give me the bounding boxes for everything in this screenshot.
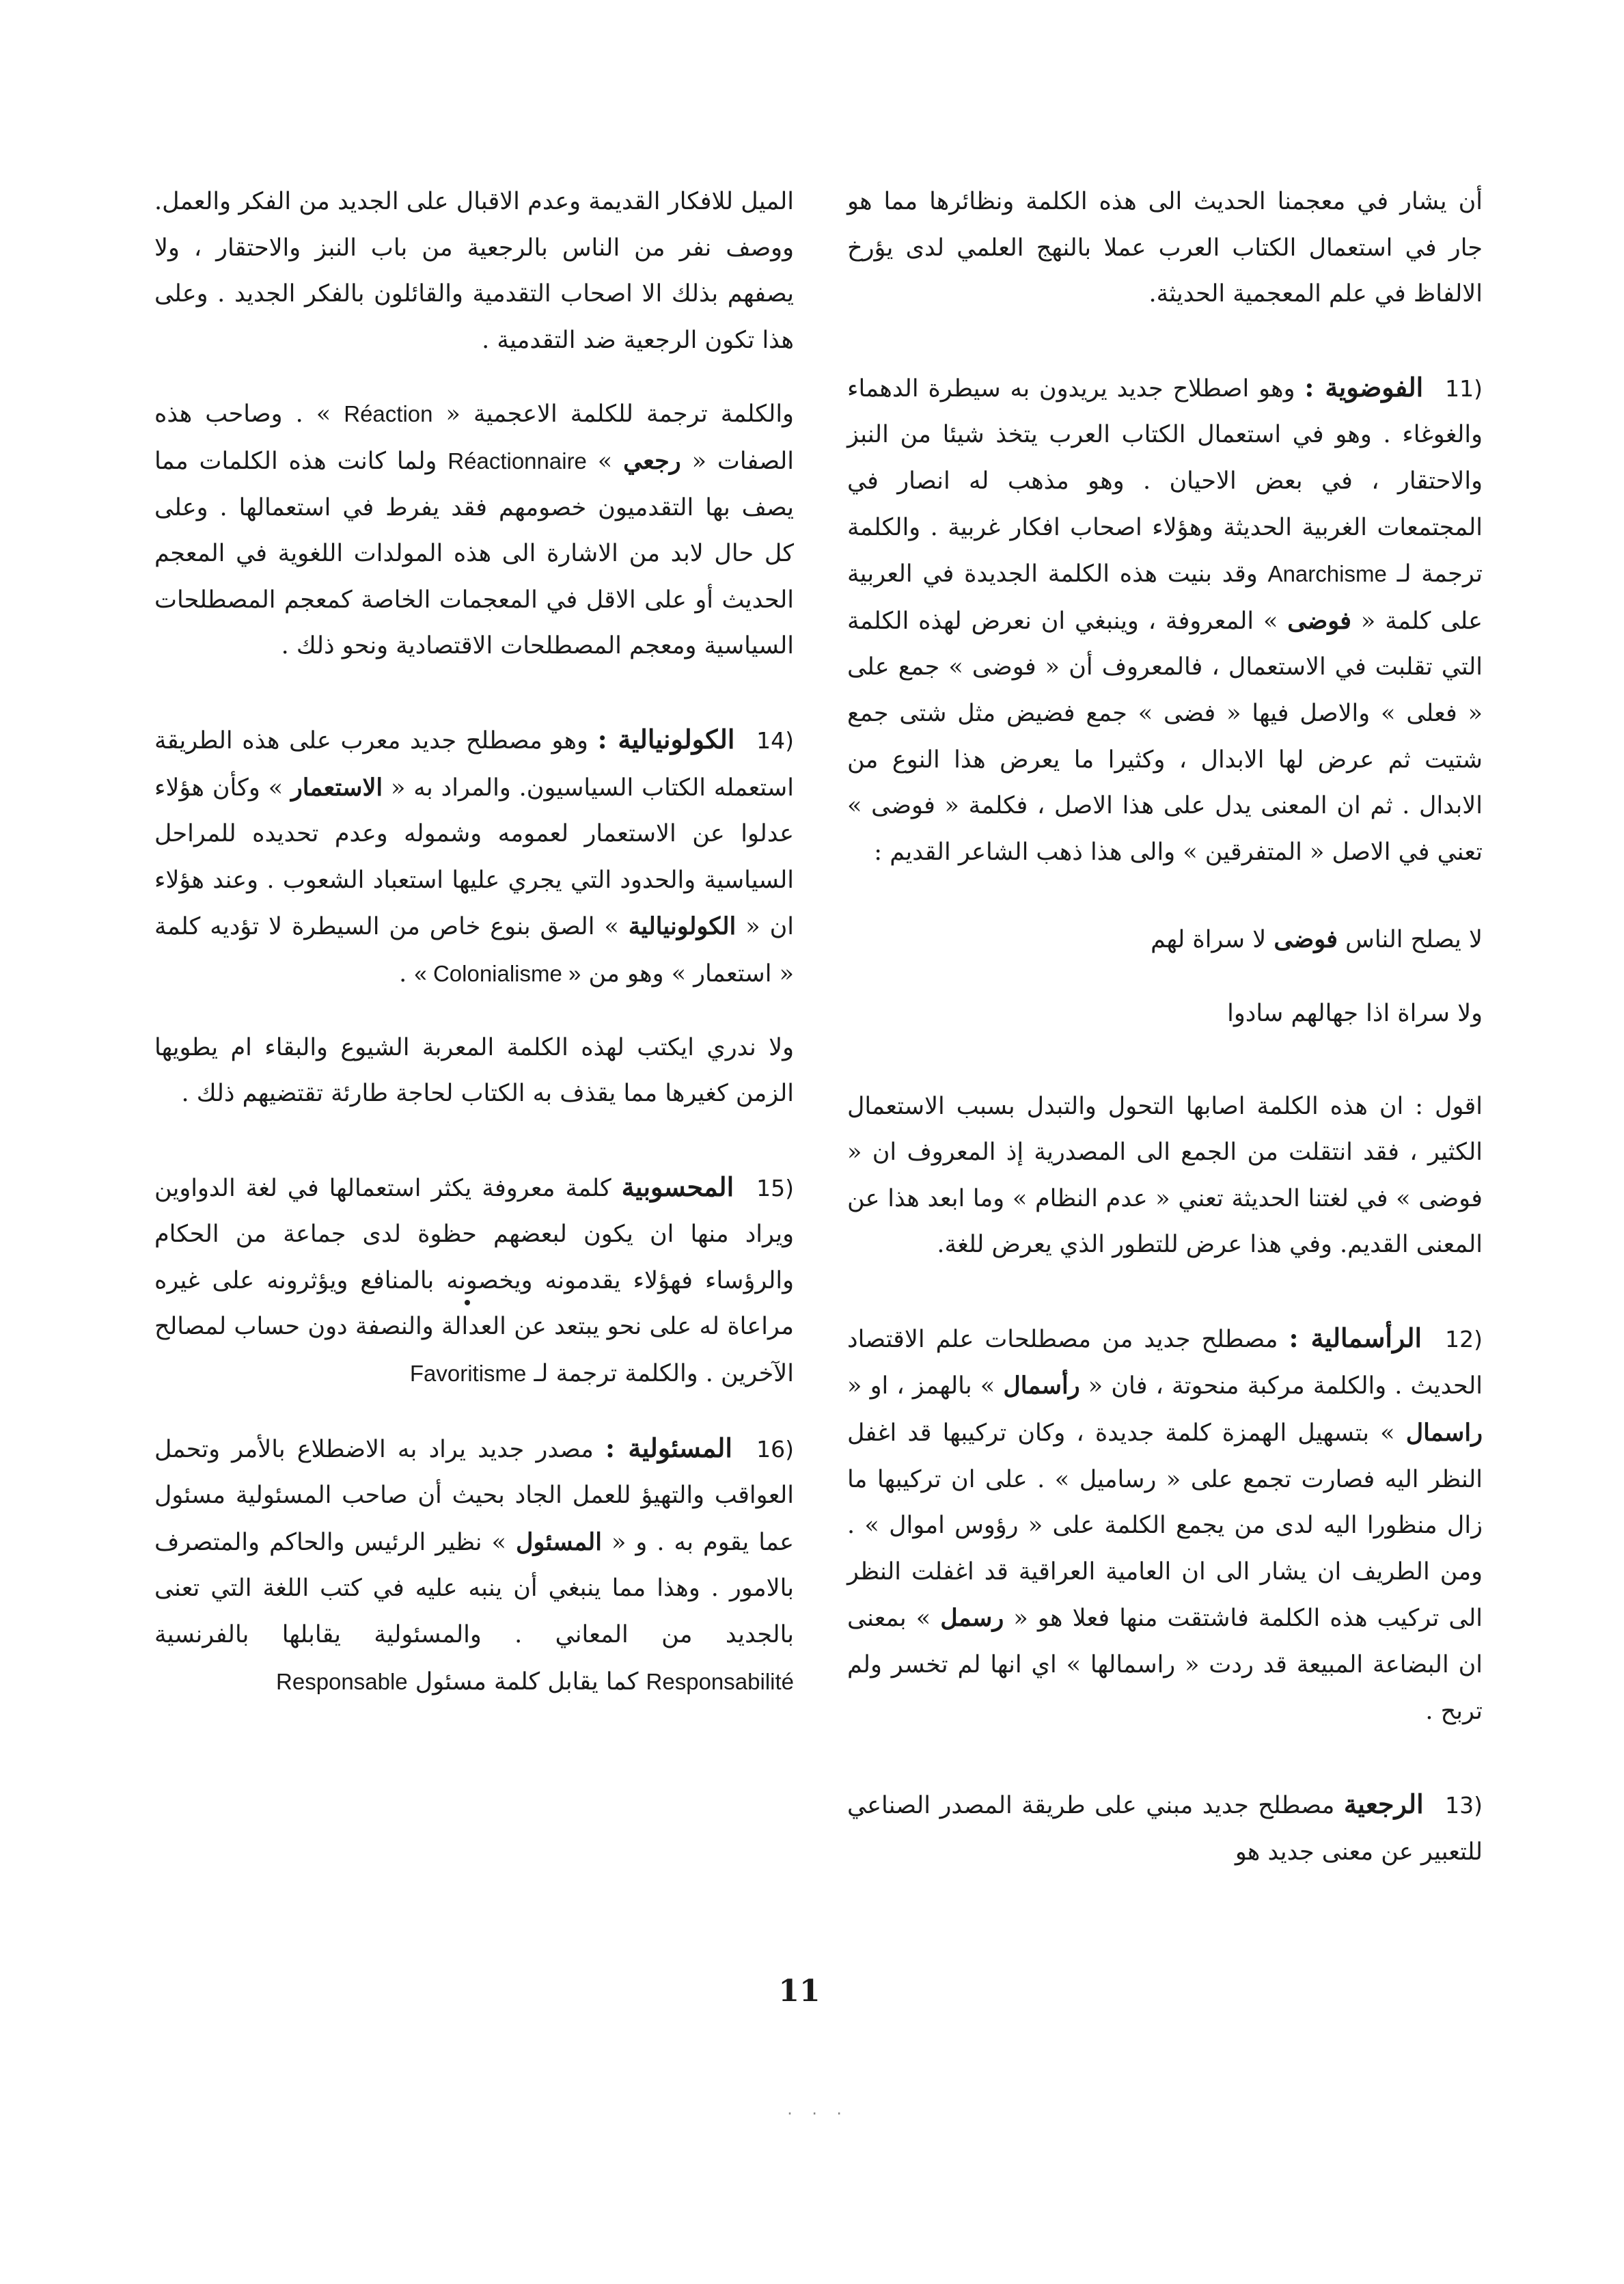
entry-text: كما يقابل كلمة مسئول: [415, 1668, 639, 1696]
entry-term: المحسوبية: [621, 1171, 734, 1202]
latin-term: « Colonialisme »: [414, 960, 581, 986]
verse-bold-word: فوضى: [1274, 925, 1338, 954]
poem-verse-1: [847, 916, 1483, 964]
entry-text: وهو اصطلاح جديد يريدون به سيطرة الدهماء والغوغاء . وهو في استعمال الكتاب العرب يتخذ شيئا من النبز والاحتقار ، في بعض الاحيان . وهو مذهب له انصار في المجتمعات الغربية الحديثة وهؤلاء اصحاب افكار غربية . والكلمة ترجمة لـ: [847, 375, 1483, 588]
entry-text: مصطلح جديد مبني على طريقة المصدر الصناعي للتعبير عن معنى جديد هو: [847, 1792, 1483, 1866]
entry-12: [847, 1315, 1483, 1735]
intro-paragraph: أن يشار في معجمنا الحديث الى هذه الكلمة ونظائرها مما هو جار في استعمال الكتاب العرب عملا بالنهج العلمي لدى يؤرخ الالفاظ في علم المعجمية الحديثة.: [847, 188, 1483, 308]
right-column: [847, 179, 1483, 1875]
bold-word: راسمال: [1405, 1419, 1483, 1447]
entry-term: الرأسمالية :: [1289, 1322, 1422, 1353]
entry-text: » بتسهيل الهمزة كلمة جديدة ، وكان تركيبها قد اغفل النظر اليه فصارت تجمع على « رساميل » . على ان تركيبها ما زال منظورا اليه لدى من يجمع الكلمة على « رؤوس اموال » . ومن الطريف ان يشار الى ان العامية العراقية قد اغفلت النظر الى تركيب هذه الكلمة فاشتقت منها فعلا هو «: [847, 1419, 1483, 1633]
entry-number: 13): [1445, 1792, 1483, 1819]
entry-term: الرجعية: [1343, 1789, 1424, 1820]
latin-term: Réactionnaire: [448, 448, 587, 474]
entry-text: والكلمة ترجمة للكلمة الاعجمية «: [445, 400, 794, 429]
entry-number: 16): [756, 1435, 794, 1463]
entry-text: »: [597, 447, 613, 475]
poem-verse-2: ولا سراة اذا جهالهم سادوا: [1227, 999, 1483, 1027]
entry-text: ولما كانت هذه الكلمات مما يصف بها التقدميون خصومهم فقد يفرط في استعمالها . وعلى كل حال لابد من الاشارة الى هذه المولدات اللغوية في المعجم الحديث أو على الاقل في المعجمات الخاصة كمعجم المصطلحات السياسية ومعجم المصطلحات الاقتصادية ونحو ذلك .: [154, 447, 794, 660]
entry-text: مصدر جديد يراد به الاضطلاع بالأمر وتحمل العواقب والتهيؤ للعمل الجاد بحيث أن صاحب المسئولية مسئول عما يقوم به . و «: [154, 1435, 794, 1556]
verse-text: لا سراة لهم: [1151, 926, 1267, 954]
bold-word: رجعي: [623, 446, 681, 475]
entry-number: 11): [1445, 375, 1483, 402]
entry-term: الكولونيالية :: [597, 723, 735, 754]
entry-16: [154, 1425, 794, 1706]
bold-word: فوضى: [1287, 606, 1352, 635]
bold-word: الاستعمار: [290, 773, 383, 802]
entry-term: الفوضوية :: [1304, 371, 1424, 403]
entry-text: » بمعنى ان البضاعة المبيعة قد ردت « راسمالها » اي انها لم تخسر ولم تربح .: [847, 1605, 1483, 1725]
entry-11: [847, 364, 1483, 876]
latin-term: Responsable: [276, 1668, 408, 1694]
entry-text: مصطلح جديد من مصطلحات علم الاقتصاد الحديث . والكلمة مركبة منحوتة ، فان «: [847, 1325, 1483, 1400]
verse-text: لا يصلح الناس: [1345, 926, 1483, 954]
entry-13: [847, 1781, 1483, 1875]
left-column: [154, 179, 794, 1705]
entry-text: » الصق بنوع خاص من السيطرة لا تؤديه كلمة « استعمار » وهو من: [154, 913, 794, 988]
bold-word: رسمل: [940, 1604, 1004, 1633]
latin-term: Réaction: [344, 401, 433, 427]
entry-text: وصاحب هذه الصفات «: [154, 400, 794, 475]
aqul-paragraph: اقول : ان هذه الكلمة اصابها التحول والتبدل بسبب الاستعمال الكثير ، فقد انتقلت من الجمع الى المصدرية إذ المعروف ان « فوضى » في لغتنا الحديثة تعني « عدم النظام » وما ابعد هذا عن المعنى القديم. وفي هذا عرض للتطور الذي يعرض للغة.: [847, 1092, 1483, 1259]
entry-text: » وكأن هؤلاء عدلوا عن الاستعمار لعمومه وشموله وعدم تحديده للمراحل السياسية والحدود التي يجري عليها استعباد الشعوب . وعند هؤلاء ان «: [154, 774, 795, 941]
entry-15: [154, 1164, 794, 1398]
entry-number: 14): [756, 726, 794, 754]
entry-text: » .: [295, 400, 331, 429]
entry-text: » المعروفة ، وينبغي ان نعرض لهذه الكلمة التي تقلبت في الاستعمال ، فالمعروف أن « فوضى » جمع على « فعلى » والاصل فيها « فضى » جمع فضيض مثل شتى جمع شتيت ثم عرض لها الابدال ، وكثيرا ما يعرض هذا النوع من الابدال . ثم ان المعنى يدل على هذا الاصل ، فكلمة « فوضى » تعني في الاصل « المتفرقين » والى هذا ذهب الشاعر القديم :: [847, 607, 1483, 866]
entry-14: [154, 716, 794, 998]
entry-text: وقد بنيت هذه الكلمة الجديدة في العربية على كلمة «: [847, 560, 1483, 635]
bold-word: المسئول: [516, 1527, 602, 1556]
page-number: 11: [778, 1974, 821, 2009]
latin-term: Responsabilité: [646, 1668, 794, 1694]
entry-number: 15): [756, 1174, 794, 1201]
entry-text: » بالهمز ، او «: [847, 1372, 995, 1400]
entry-text: كلمة معروفة يكثر استعمالها في لغة الدواوين ويراد منها ان يكون لبعضهم حظوة لدى جماعة من الحكام والرؤساء فهؤلاء يقدمونه ويخصونه بالمنافع ويؤثرونه على غيره مراعاة له على نحو يبتعد عن العدالة والنصفة دون حساب لمصالح الآخرين . والكلمة ترجمة لـ: [154, 1174, 794, 1388]
reaction-paragraph: [154, 391, 794, 670]
scan-marks: . . .: [786, 2102, 848, 2118]
latin-term: Favoritisme: [409, 1361, 527, 1387]
stray-dot-mark: [465, 1300, 470, 1305]
continuation-paragraph: الميل للافكار القديمة وعدم الاقبال على الجديد من الفكر والعمل. ووصف نفر من الناس بالرجعية من باب النبز والاحتقار ، ولا يصفهم بذلك الا اصحاب التقدمية والقائلون بالفكر الجديد . وعلى هذا تكون الرجعية ضد التقدمية .: [154, 188, 794, 354]
entry-text: .: [399, 960, 407, 988]
bold-word: الكولونيالية: [628, 912, 737, 941]
entry-term: المسئولية :: [605, 1432, 732, 1463]
bold-word: رأسمال: [1003, 1372, 1080, 1400]
nadri-paragraph: ولا ندري ايكتب لهذه الكلمة المعربة الشيوع والبقاء ام يطويها الزمن كغيرها مما يقذف به الكتاب لحاجة طارئة تقتضيهم ذلك .: [154, 1033, 794, 1108]
entry-text: وهو مصطلح جديد معرب على هذه الطريقة استعمله الكتاب السياسيون. والمراد به «: [154, 726, 794, 802]
entry-text: » نظير الرئيس والحاكم والمتصرف بالامور . وهذا مما ينبغي أن ينبه عليه في كتب اللغة التي تعنى بالجديد من المعاني . والمسئولية يقابلها بالفرنسية: [154, 1528, 794, 1649]
latin-term: Anarchisme: [1267, 561, 1387, 587]
entry-number: 12): [1445, 1325, 1483, 1352]
